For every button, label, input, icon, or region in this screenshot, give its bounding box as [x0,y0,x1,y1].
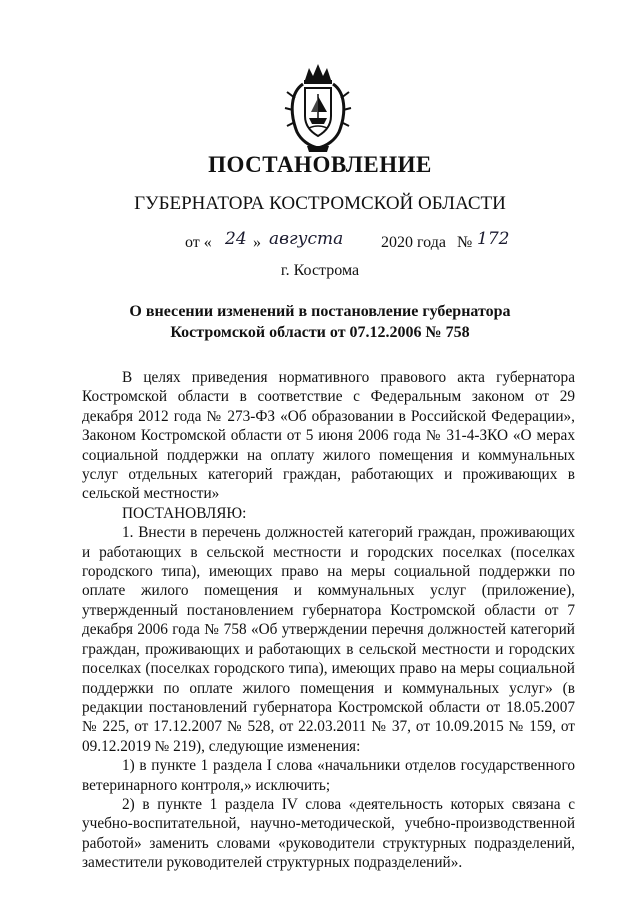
document-title: ПОСТАНОВЛЕНИЕ [208,152,432,177]
heading-line-1: О внесении изменений в постановление губернатора [129,303,511,320]
paragraph-preamble: В целях приведения нормативного правового акта губернатора Костромской области в соответствие с Федеральным законом от 29 декабря 2012 года № 273-ФЗ «Об образовании в Российской Федерации», Законом Костромской области от 5 июня 2006 года № 31-4-ЗКО «О мерах социальной поддержки на оплату жилого помещения и коммунальных услуг отдельных категорий граждан, работающих и проживающих в сельской местности» [82,369,575,503]
city: г. Кострома [280,262,360,279]
paragraph-decree: ПОСТАНОВЛЯЮ: [122,504,247,522]
date-year: 2020 года [381,234,446,251]
date-mid: » [253,234,261,251]
date-prefix: от « [185,234,212,251]
document-heading [100,301,540,343]
coat-of-arms-icon [283,62,353,154]
paragraph-subitem-2: 2) в пункте 1 раздела IV слова «деятельность которых связана с учебно-воспитательной, научно-методической, учебно-производственной работой» заменить словами «руководители структурных подразделений, заместители руководителей структурных подразделений». [82,795,575,872]
heading-line-2: Костромской области от 07.12.2006 № 758 [170,324,470,341]
date-day-handwritten: 24 [225,229,247,249]
paragraph-subitem-1: 1) в пункте 1 раздела I слова «начальники отделов государственного ветеринарного контроля,» исключить; [82,757,575,794]
date-month-handwritten: августа [269,229,344,249]
number-sign: № [457,234,473,251]
date-line [185,227,515,257]
paragraph-item-1: 1. Внести в перечень должностей категорий граждан, проживающих и работающих в сельской местности и городских поселках (поселках городского типа), имеющих право на меры социальной поддержки по оплате жилого помещения и коммунальных услуг (приложение), утвержденный постановлением губернатора Костромской области от 7 декабря 2006 года № 758 «Об утверждении перечня должностей категорий граждан, проживающих и работающих в сельской местности и городских поселках (поселках городского типа), имеющих право на меры социальной поддержки по оплате жилого помещения и коммунальных услуг» (в редакции постановлений губернатора Костромской области от 18.05.2007 № 225, от 17.12.2007 № 528, от 22.03.2011 № 37, от 10.09.2015 № 159, от 09.12.2019 № 219), следующие изменения: [82,524,575,755]
document-body [82,368,575,873]
document-number-handwritten: 172 [477,229,510,249]
document-subtitle: ГУБЕРНАТОРА КОСТРОМСКОЙ ОБЛАСТИ [134,193,506,214]
